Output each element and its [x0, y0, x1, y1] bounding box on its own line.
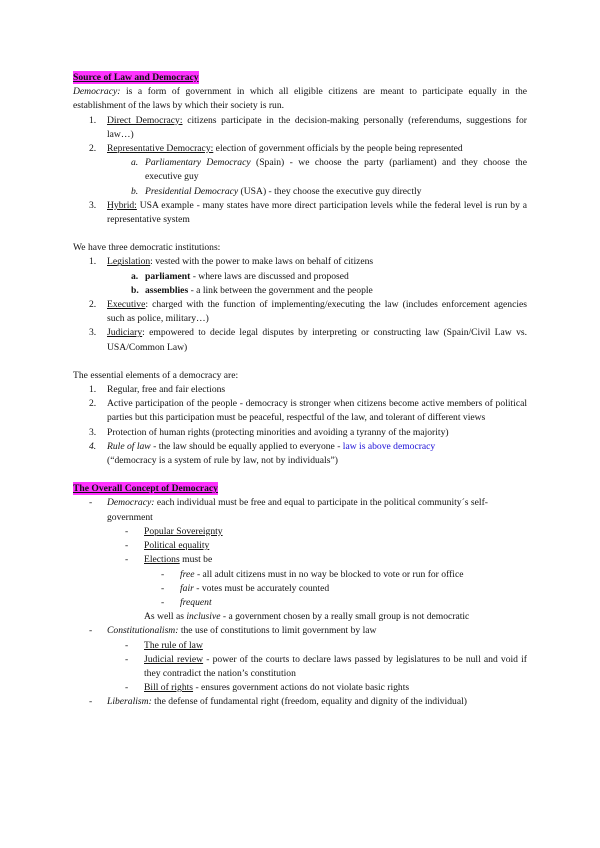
as-well-as-line: As well as inclusive - a government chosen by a really small group is not democratic	[144, 611, 470, 623]
dash-sub-item: - The rule of law	[125, 639, 203, 651]
dash-sub-item: - Political equality	[125, 540, 210, 552]
list-item: 2. Executive: charged with the function of implementing/executing the law (includes enforcement agencies such as police, military…)	[89, 299, 527, 325]
document-page	[73, 71, 527, 710]
section-heading-overall-concept	[73, 482, 527, 496]
list-item: 2. Representative Democracy: election of government officials by the people being represented	[89, 143, 463, 155]
sub-list-item: b. Presidential Democracy (USA) - they choose the executive guy directly	[131, 185, 422, 197]
dash-item: - Liberalism: the defense of fundamental right (freedom, equality and dignity of the individual)	[89, 696, 467, 708]
list-item: 2. Active participation of the people - democracy is stronger when citizens become active members of political parties but this participation must be peaceful, respectful of the law, and tolerant of different views	[89, 398, 527, 424]
dash-sub-item: - Judicial review - power of the courts to declare laws passed by legislatures to be null and void if they contradict the nation’s constitution	[125, 653, 527, 679]
dash-sub-sub-item: - free - all adult citizens must in no way be blocked to vote or run for office	[161, 568, 464, 580]
sub-list-item: b. assemblies - a link between the government and the people	[131, 284, 373, 296]
section-heading-source-of-law	[73, 71, 527, 85]
list-item: 1. Legislation: vested with the power to make laws on behalf of citizens	[89, 256, 374, 268]
list-item: 3. Hybrid: USA example - many states have more direct participation levels while the federal level is run by a representative system	[89, 199, 527, 226]
highlight-blue-text: law is above democracy	[342, 440, 436, 452]
list-item: 1. Direct Democracy: citizens participate in the decision-making personally (referendums, suggestions for law…)	[89, 114, 527, 140]
list-item: 3. Judiciary: empowered to decide legal disputes by interpreting or constructing law (Spain/Civil Law vs. USA/Common Law)	[89, 327, 527, 353]
democracy-definition: Democracy: is a form of government in which all eligible citizens are meant to participate equally in the establishment of the laws by which their society is run.	[73, 86, 527, 112]
institutions-intro: We have three democratic institutions:	[73, 242, 221, 254]
dash-item: - Constitutionalism: the use of constitutions to limit government by law	[89, 625, 377, 637]
heading-text: The Overall Concept of Democracy	[73, 483, 218, 495]
sub-list-item: a. parliament - where laws are discussed and proposed	[131, 270, 349, 282]
heading-text: Source of Law and Democracy	[73, 72, 199, 83]
list-item: 3. Protection of human rights (protecting minorities and avoiding a tyranny of the majority)	[89, 426, 449, 438]
dash-sub-item: - Elections must be	[125, 554, 213, 566]
dash-sub-sub-item: - fair - votes must be accurately counted	[161, 582, 330, 594]
dash-item: - Democracy: each individual must be free and equal to participate in the political community´s self-government	[89, 497, 488, 523]
list-item: 1. Regular, free and fair elections	[89, 384, 226, 396]
dash-sub-sub-item: - frequent	[161, 596, 212, 608]
dash-sub-item: - Bill of rights - ensures government actions do not violate basic rights	[125, 682, 410, 694]
sub-list-item: a. Parliamentary Democracy (Spain) - we choose the party (parliament) and they choose the executive guy	[131, 157, 527, 183]
list-item: 4. Rule of law - the law should be equally applied to everyone - law is above democracy (“democracy is a system of rule by law, not by individuals”)	[89, 440, 436, 467]
elements-intro: The essential elements of a democracy are:	[73, 369, 239, 381]
dash-sub-item: - Popular Sovereignty	[125, 525, 223, 537]
